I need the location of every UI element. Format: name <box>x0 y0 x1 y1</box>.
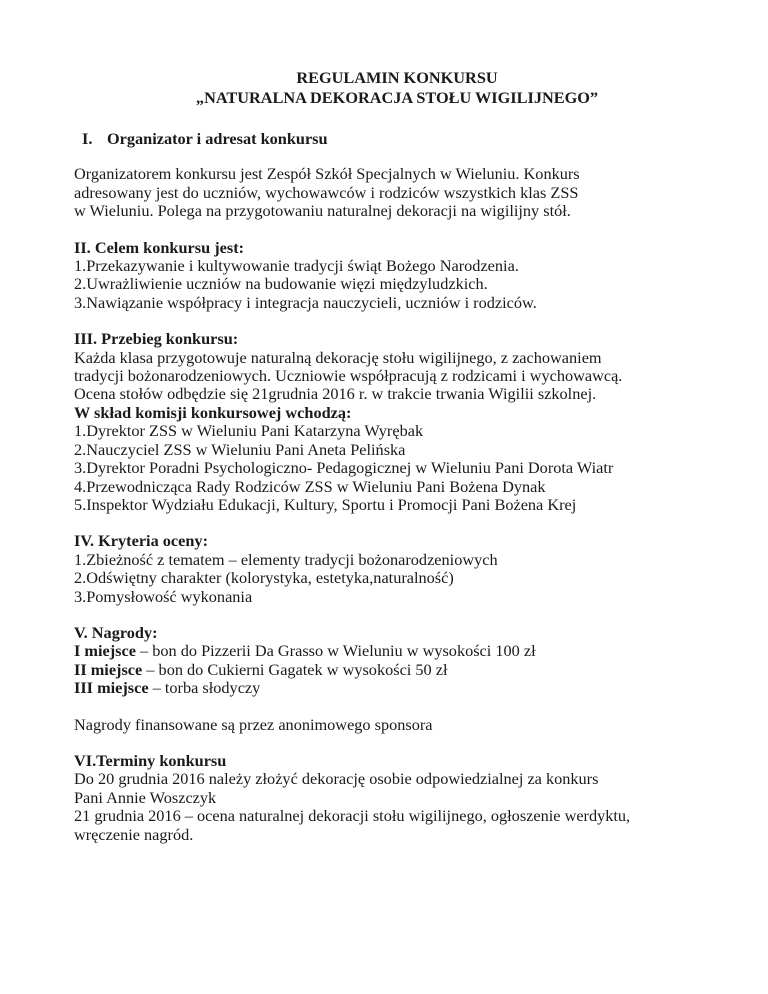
section-3 <box>74 330 714 514</box>
title-line-2: „NATURALNA DEKORACJA STOŁU WIGILIJNEGO” <box>195 88 599 107</box>
committee-member: 1.Dyrektor ZSS w Wieluniu Pani Katarzyna Wyrębak <box>74 421 424 441</box>
prize-place: I miejsce <box>74 641 136 661</box>
prize-desc: – torba słodyczy <box>148 678 261 698</box>
section-6 <box>74 752 714 844</box>
committee-member: 2.Nauczyciel ZSS w Wieluniu Pani Aneta Pelińska <box>74 439 406 459</box>
prize-item <box>74 642 714 660</box>
section-4-item: 3.Pomysłowość wykonania <box>74 586 253 606</box>
prize-desc: – bon do Pizzerii Da Grasso w Wieluniu w wysokości 100 zł <box>135 641 536 661</box>
prize-desc: – bon do Cukierni Gagatek w wysokości 50 zł <box>142 659 448 679</box>
title-line-1: REGULAMIN KONKURSU <box>296 68 498 87</box>
section-6-heading: VI.Terminy konkursu <box>74 750 227 770</box>
section-1-title: Organizator i adresat konkursu <box>107 129 328 148</box>
section-3-line: Każda klasa przygotowuje naturalną dekorację stołu wigilijnego, z zachowaniem <box>74 347 602 367</box>
committee-heading: W skład komisji konkursowej wchodzą: <box>74 402 352 422</box>
section-4-heading: IV. Kryteria oceny: <box>74 531 208 551</box>
document-page <box>74 68 714 844</box>
section-4 <box>74 532 714 606</box>
committee-member: 4.Przewodnicząca Rady Rodziców ZSS w Wieluniu Pani Bożena Dynak <box>74 476 546 496</box>
section-2 <box>74 239 714 313</box>
section-1-line: Organizatorem konkursu jest Zespół Szkół Specjalnych w Wieluniu. Konkurs <box>74 164 580 184</box>
section-6-line: 21 grudnia 2016 – ocena naturalnej dekoracji stołu wigilijnego, ogłoszenie werdyktu, <box>74 806 631 826</box>
section-1-line: w Wieluniu. Polega na przygotowaniu naturalnej dekoracji na wigilijny stół. <box>74 201 571 221</box>
section-3-line: tradycji bożonarodzeniowych. Uczniowie współpracują z rodzicami i wychowawcą. <box>74 366 623 386</box>
section-4-item: 2.Odświętny charakter (kolorystyka, estetyka,naturalność) <box>74 568 454 588</box>
section-6-line: Do 20 grudnia 2016 należy złożyć dekorację osobie odpowiedzialnej za konkurs <box>74 769 599 789</box>
prize-item <box>74 679 714 697</box>
section-2-item: 3.Nawiązanie współpracy i integracja nauczycieli, uczniów i rodziców. <box>74 292 537 312</box>
section-1-line: adresowany jest do uczniów, wychowawców i rodziców wszystkich klas ZSS <box>74 182 579 202</box>
section-1-body <box>74 165 714 220</box>
prize-place: III miejsce <box>74 678 149 698</box>
section-1-number: I. <box>82 129 93 148</box>
sponsor-note: Nagrody finansowane są przez anonimowego sponsora <box>74 714 433 734</box>
section-6-line: wręczenie nagród. <box>74 824 194 844</box>
section-2-item: 1.Przekazywanie i kultywowanie tradycji świąt Bożego Narodzenia. <box>74 256 519 276</box>
prize-place: II miejsce <box>74 659 143 679</box>
section-5 <box>74 624 714 698</box>
section-4-item: 1.Zbieżność z tematem – elementy tradycji bożonarodzeniowych <box>74 549 498 569</box>
section-3-heading: III. Przebieg konkursu: <box>74 329 239 349</box>
prize-item <box>74 661 714 679</box>
section-1-heading <box>82 130 714 148</box>
section-2-heading: II. Celem konkursu jest: <box>74 237 245 257</box>
section-5-heading: V. Nagrody: <box>74 622 158 642</box>
document-title <box>80 68 714 108</box>
committee-member: 5.Inspektor Wydziału Edukacji, Kultury, Sportu i Promocji Pani Bożena Krej <box>74 494 577 514</box>
section-2-item: 2.Uwrażliwienie uczniów na budowanie więzi międzyludzkich. <box>74 274 488 294</box>
section-6-line: Pani Annie Woszczyk <box>74 787 217 807</box>
section-3-line: Ocena stołów odbędzie się 21grudnia 2016 r. w trakcie trwania Wigilii szkolnej. <box>74 384 597 404</box>
committee-member: 3.Dyrektor Poradni Psychologiczno- Pedagogicznej w Wieluniu Pani Dorota Wiatr <box>74 458 614 478</box>
